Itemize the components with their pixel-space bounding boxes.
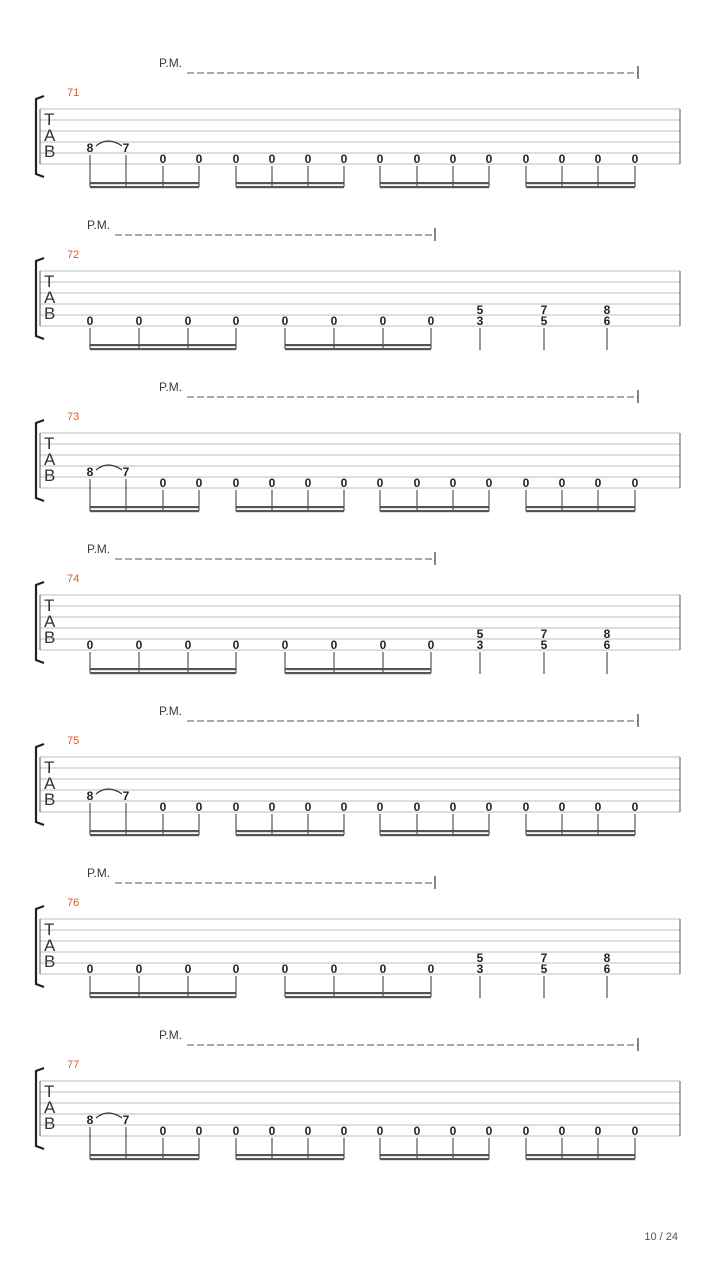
fret-number: 0	[232, 638, 240, 652]
fret-number: 0	[376, 1124, 384, 1138]
chord-fret-bottom: 6	[603, 314, 611, 328]
fret-number: 0	[485, 152, 493, 166]
fret-number: 0	[195, 476, 203, 490]
chord-fret-bottom: 3	[476, 314, 484, 328]
fret-number: 0	[304, 1124, 312, 1138]
fret-number: 0	[281, 962, 289, 976]
tab-clef-letter: B	[44, 952, 56, 971]
fret-number: 0	[558, 1124, 566, 1138]
beam	[526, 1154, 635, 1156]
fret-number: 0	[522, 476, 530, 490]
fret-number: 0	[485, 1124, 493, 1138]
chord-fret-top: 5	[476, 627, 484, 641]
beam	[236, 830, 344, 832]
beam	[380, 830, 489, 832]
beam	[90, 348, 236, 350]
tab-clef-letter: T	[44, 596, 55, 615]
fret-number: 0	[558, 152, 566, 166]
fret-number: 0	[376, 152, 384, 166]
fret-number: 0	[268, 1124, 276, 1138]
beam	[526, 510, 635, 512]
fret-number: 0	[232, 476, 240, 490]
palm-mute-label: P.M.	[159, 380, 183, 394]
fret-number: 0	[413, 800, 421, 814]
beam	[236, 1154, 344, 1156]
beam	[236, 186, 344, 188]
fret-number: 0	[232, 962, 240, 976]
tab-clef-letter: T	[44, 920, 55, 939]
chord-fret-top: 7	[540, 627, 548, 641]
tab-clef-letter: B	[44, 142, 56, 161]
beam	[90, 1158, 199, 1160]
fret-number: 0	[522, 152, 530, 166]
fret-number: 0	[232, 314, 240, 328]
beam	[236, 510, 344, 512]
beam	[526, 506, 635, 508]
palm-mute-label: P.M.	[87, 218, 111, 232]
fret-number: 7	[122, 465, 130, 479]
fret-number: 0	[413, 476, 421, 490]
fret-number: 0	[281, 314, 289, 328]
fret-number: 0	[427, 962, 435, 976]
fret-number: 0	[449, 800, 457, 814]
beam	[526, 834, 635, 836]
fret-number: 7	[122, 141, 130, 155]
beam	[90, 992, 236, 994]
chord-fret-bottom: 5	[540, 962, 548, 976]
fret-number: 0	[594, 152, 602, 166]
measure-number: 75	[67, 735, 80, 747]
beam	[236, 1158, 344, 1160]
tab-clef-letter: A	[44, 288, 56, 307]
tab-clef-letter: B	[44, 304, 56, 323]
beam	[380, 834, 489, 836]
beam	[90, 668, 236, 670]
fret-number: 0	[413, 152, 421, 166]
measure-number: 74	[67, 573, 80, 585]
chord-fret-top: 5	[476, 303, 484, 317]
fret-number: 0	[413, 1124, 421, 1138]
beam	[285, 992, 431, 994]
beam	[90, 344, 236, 346]
fret-number: 0	[304, 476, 312, 490]
palm-mute-label: P.M.	[87, 542, 111, 556]
tab-clef-letter: T	[44, 1082, 55, 1101]
tab-clef-letter: A	[44, 774, 56, 793]
palm-mute-label: P.M.	[159, 1028, 183, 1042]
fret-number: 0	[485, 476, 493, 490]
chord-fret-bottom: 6	[603, 962, 611, 976]
beam	[285, 348, 431, 350]
fret-number: 0	[631, 1124, 639, 1138]
beam	[90, 510, 199, 512]
fret-number: 8	[86, 465, 94, 479]
fret-number: 0	[268, 800, 276, 814]
fret-number: 0	[86, 638, 94, 652]
chord-fret-top: 8	[603, 303, 611, 317]
tab-clef-letter: B	[44, 466, 56, 485]
fret-number: 8	[86, 789, 94, 803]
fret-number: 0	[184, 962, 192, 976]
fret-number: 0	[304, 800, 312, 814]
tab-clef-letter: T	[44, 434, 55, 453]
fret-number: 0	[184, 314, 192, 328]
fret-number: 0	[86, 962, 94, 976]
fret-number: 0	[594, 800, 602, 814]
fret-number: 0	[485, 800, 493, 814]
staff-system	[36, 380, 680, 512]
fret-number: 0	[340, 152, 348, 166]
beam	[526, 830, 635, 832]
fret-number: 0	[379, 638, 387, 652]
fret-number: 0	[135, 638, 143, 652]
measure-number: 73	[67, 411, 80, 423]
beam	[285, 672, 431, 674]
fret-number: 7	[122, 789, 130, 803]
fret-number: 0	[449, 152, 457, 166]
fret-number: 0	[631, 476, 639, 490]
tab-clef-letter: T	[44, 758, 55, 777]
measure-number: 71	[67, 87, 80, 99]
beam	[90, 182, 199, 184]
beam	[90, 1154, 199, 1156]
beam	[380, 1158, 489, 1160]
fret-number: 8	[86, 141, 94, 155]
beam	[90, 834, 199, 836]
fret-number: 0	[340, 1124, 348, 1138]
fret-number: 0	[135, 962, 143, 976]
fret-number: 0	[135, 314, 143, 328]
beam	[236, 182, 344, 184]
chord-fret-top: 5	[476, 951, 484, 965]
fret-number: 7	[122, 1113, 130, 1127]
beam	[236, 506, 344, 508]
fret-number: 0	[379, 314, 387, 328]
tab-clef-letter: A	[44, 450, 56, 469]
tab-clef-letter: T	[44, 272, 55, 291]
chord-fret-bottom: 3	[476, 638, 484, 652]
fret-number: 0	[340, 800, 348, 814]
beam	[380, 182, 489, 184]
fret-number: 0	[379, 962, 387, 976]
fret-number: 0	[232, 1124, 240, 1138]
tab-clef-letter: A	[44, 1098, 56, 1117]
beam	[526, 182, 635, 184]
fret-number: 0	[449, 1124, 457, 1138]
fret-number: 0	[159, 800, 167, 814]
fret-number: 0	[268, 476, 276, 490]
tab-clef-letter: B	[44, 628, 56, 647]
measure-number: 77	[67, 1059, 80, 1071]
fret-number: 0	[86, 314, 94, 328]
chord-fret-top: 8	[603, 951, 611, 965]
fret-number: 0	[232, 800, 240, 814]
chord-fret-bottom: 5	[540, 638, 548, 652]
staff-system	[36, 866, 680, 998]
staff-system	[36, 56, 680, 188]
beam	[526, 186, 635, 188]
fret-number: 8	[86, 1113, 94, 1127]
beam	[236, 834, 344, 836]
fret-number: 0	[281, 638, 289, 652]
fret-number: 0	[330, 638, 338, 652]
measure-number: 72	[67, 249, 80, 261]
chord-fret-bottom: 6	[603, 638, 611, 652]
staff-system	[36, 218, 680, 350]
staff-system	[36, 704, 680, 836]
palm-mute-label: P.M.	[159, 704, 183, 718]
fret-number: 0	[159, 476, 167, 490]
palm-mute-label: P.M.	[159, 56, 183, 70]
page-number: 10 / 24	[644, 1231, 678, 1243]
fret-number: 0	[594, 476, 602, 490]
fret-number: 0	[558, 476, 566, 490]
fret-number: 0	[159, 152, 167, 166]
beam	[90, 996, 236, 998]
beam	[285, 344, 431, 346]
fret-number: 0	[631, 800, 639, 814]
chord-fret-bottom: 3	[476, 962, 484, 976]
chord-fret-top: 7	[540, 303, 548, 317]
chord-fret-top: 7	[540, 951, 548, 965]
beam	[526, 1158, 635, 1160]
tab-clef-letter: B	[44, 1114, 56, 1133]
tab-clef-letter: A	[44, 936, 56, 955]
beam	[90, 186, 199, 188]
palm-mute-label: P.M.	[87, 866, 111, 880]
measure-number: 76	[67, 897, 80, 909]
tab-clef-letter: B	[44, 790, 56, 809]
fret-number: 0	[268, 152, 276, 166]
beam	[90, 672, 236, 674]
fret-number: 0	[376, 476, 384, 490]
fret-number: 0	[184, 638, 192, 652]
fret-number: 0	[195, 1124, 203, 1138]
beam	[90, 830, 199, 832]
beam	[285, 668, 431, 670]
fret-number: 0	[330, 962, 338, 976]
tab-clef-letter: T	[44, 110, 55, 129]
fret-number: 0	[304, 152, 312, 166]
beam	[380, 186, 489, 188]
beam	[380, 506, 489, 508]
tab-clef-letter: A	[44, 612, 56, 631]
beam	[380, 1154, 489, 1156]
fret-number: 0	[376, 800, 384, 814]
fret-number: 0	[159, 1124, 167, 1138]
fret-number: 0	[449, 476, 457, 490]
fret-number: 0	[340, 476, 348, 490]
fret-number: 0	[330, 314, 338, 328]
fret-number: 0	[195, 800, 203, 814]
beam	[90, 506, 199, 508]
fret-number: 0	[631, 152, 639, 166]
beam	[285, 996, 431, 998]
fret-number: 0	[558, 800, 566, 814]
tab-clef-letter: A	[44, 126, 56, 145]
staff-system	[36, 542, 680, 674]
fret-number: 0	[232, 152, 240, 166]
fret-number: 0	[195, 152, 203, 166]
fret-number: 0	[427, 314, 435, 328]
fret-number: 0	[522, 1124, 530, 1138]
fret-number: 0	[594, 1124, 602, 1138]
chord-fret-bottom: 5	[540, 314, 548, 328]
fret-number: 0	[427, 638, 435, 652]
staff-system	[36, 1028, 680, 1160]
beam	[380, 510, 489, 512]
fret-number: 0	[522, 800, 530, 814]
chord-fret-top: 8	[603, 627, 611, 641]
